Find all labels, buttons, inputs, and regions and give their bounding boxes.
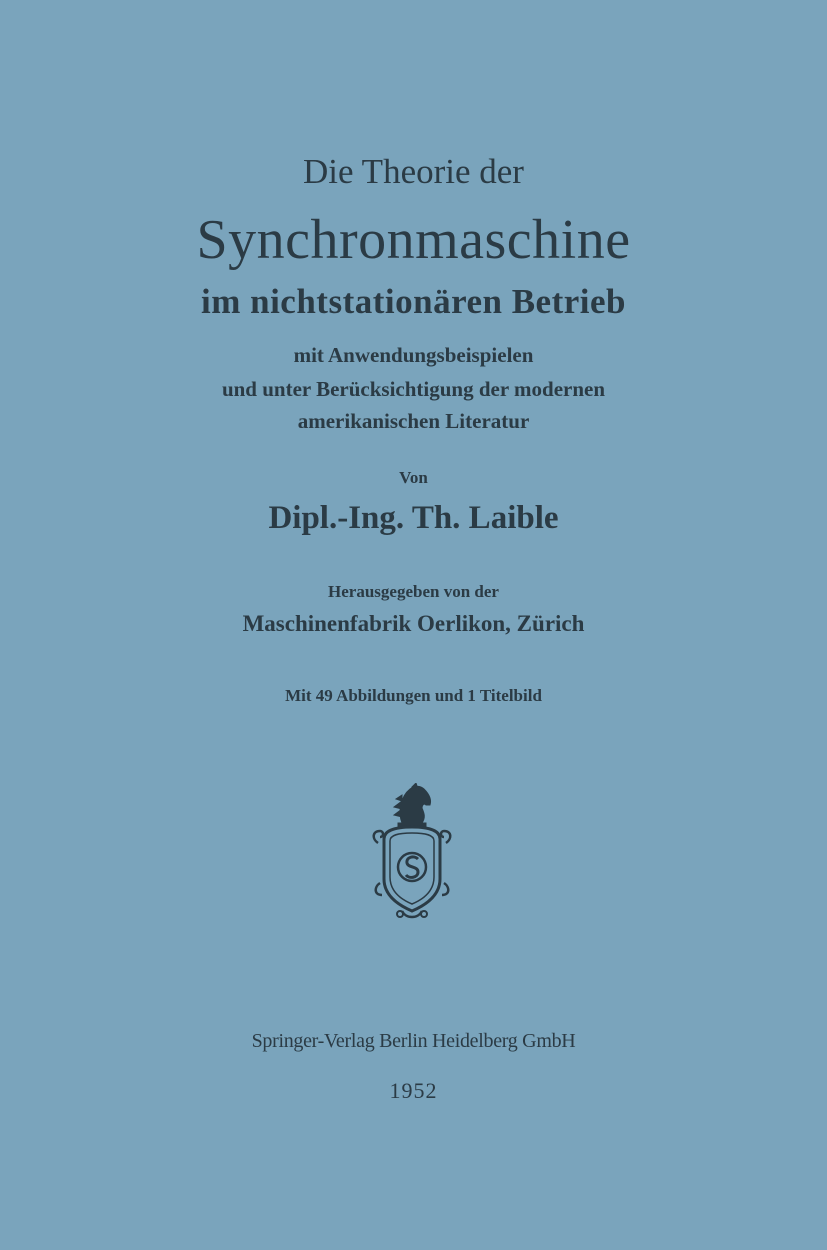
publication-year: 1952: [389, 1078, 438, 1103]
title-main: Synchronmaschine: [196, 209, 631, 271]
title-line-1: Die Theorie der: [303, 152, 524, 191]
subtitle-line-1: mit Anwendungsbeispielen: [293, 343, 534, 367]
by-label: Von: [399, 468, 428, 487]
title-line-3: im nichtstationären Betrieb: [200, 282, 627, 321]
subtitle-line-3: amerikanischen Literatur: [297, 409, 530, 433]
editor-label: Herausgegeben von der: [328, 582, 499, 601]
author-name: Dipl.-Ing. Th. Laible: [268, 500, 559, 536]
subtitle-line-2: und unter Berücksichtigung der modernen: [221, 377, 606, 401]
illustrations-note: Mit 49 Abbildungen und 1 Titelbild: [285, 686, 542, 705]
editor-name: Maschinenfabrik Oerlikon, Zürich: [242, 611, 585, 636]
publisher: Springer-Verlag Berlin Heidelberg GmbH: [251, 1030, 576, 1052]
springer-knight-logo-icon: [372, 783, 452, 921]
